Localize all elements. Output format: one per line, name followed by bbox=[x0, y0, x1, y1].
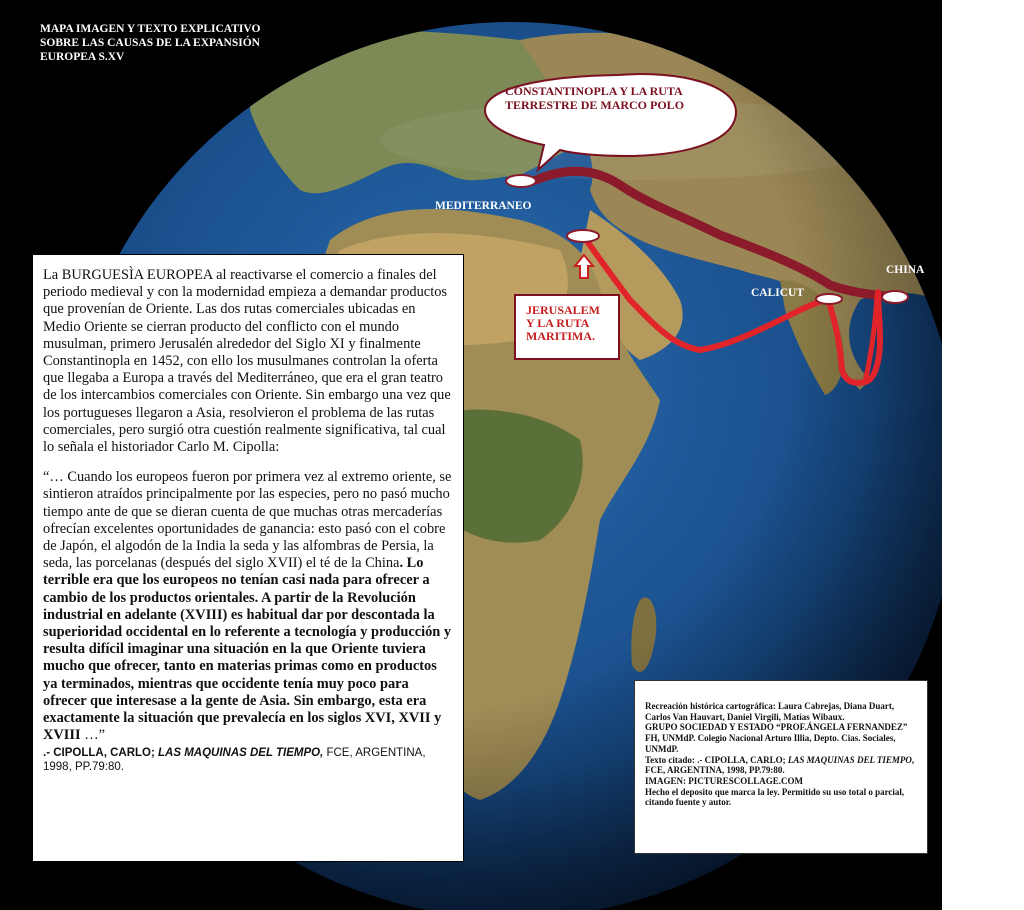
quote-bold: . Lo terrible era que los europeos no tenían casi nada para ofrecer a cambio de los productos orientales. A partir de la Revolución industrial en adelante (XVIII) es habitual dar por descontada la superioridad occidental en lo referente a tecnología y producción y resulta difícil imaginar una situación en la que Oriente tuviera mucho que ofrecer, tanto en materias primas como en productos ya terminados, mientras que occidente tenía muy poco para ofrecer que interesase a la gente de Asia. Sin embargo, esta era exactamente la situación que prevalecía en los siglos XVI, XVII y XVIII bbox=[43, 555, 452, 744]
credits-cite-suffix: , FCE, ARGENTINA, 1998, PP.79:80. bbox=[645, 754, 915, 776]
quote-paragraph bbox=[43, 469, 453, 744]
china-marker bbox=[882, 291, 908, 303]
quote-end: …” bbox=[84, 727, 105, 744]
label-mediterraneo: MEDITERRANEO bbox=[435, 200, 532, 212]
calicut-marker bbox=[816, 294, 842, 304]
map-title: MAPA IMAGEN Y TEXTO EXPLICATIVO SOBRE LAS CAUSAS DE LA EXPANSIÓN EUROPEA S.XV bbox=[40, 23, 261, 63]
credits-cite-title: LAS MAQUINAS DEL TIEMPO bbox=[787, 754, 912, 765]
label-china: CHINA bbox=[886, 264, 925, 276]
explanatory-text-box bbox=[32, 254, 464, 862]
jerusalem-label-box bbox=[514, 294, 620, 360]
jerusalem-label: JERUSALEM Y LA RUTA MARITIMA. bbox=[526, 303, 601, 343]
credits-authors: Recreación histórica cartográfica: Laura Cabrejas, Diana Duart, Carlos Van Hauvart, Daniel Virgili, Matías Wibaux. bbox=[645, 701, 895, 722]
cite-title: LAS MAQUINAS DEL TIEMPO, bbox=[158, 747, 324, 760]
quote-normal: “… Cuando los europeos fueron por primera vez al extremo oriente, se sintieron atraídos principalmente por las especies, pero no pasó mucho tiempo ante de que se dieran cuenta de que muchas otras mercaderías ofrecían excelentes oportunidades de ganancia: esto pasó con el cobre de Japón, el algodón de la India la seda y las alfombras de Persia, la seda, las porcelanas (después del siglo XVII) el té de la China bbox=[43, 469, 452, 572]
cite-suffix: FCE, ARGENTINA, 1998, PP.79:80. bbox=[43, 747, 426, 774]
credits-cite bbox=[645, 755, 919, 776]
intro-paragraph: La BURGUESÌA EUROPEA al reactivarse el comercio a finales del periodo medieval y con la modernidad empieza a demandar productos que provenían de Oriente. Las dos rutas comerciales ubicadas en Medio Oriente se cierran producto del conflicto con el mundo musulman, primero Jerusalén alrededor del Siglo XI y finalmente Constantinopla en 1452, con ello los musulmanes controlan la oferta que llegaba a Europa a través del Mediterráneo, que era el gran teatro de los intercambios comerciales con Oriente. Sin embargo una vez que los portugueses llegaron a Asia, resolvieron el problema de las rutas comerciales, pero surgió otra cuestión realmente significativa, tal cual lo señala el historiador Carlo M. Cipolla: bbox=[43, 267, 451, 456]
credits-cite-prefix: Texto citado: .- CIPOLLA, CARLO; bbox=[645, 754, 788, 765]
label-calicut: CALICUT bbox=[751, 287, 805, 299]
credits-group: GRUPO SOCIEDAD Y ESTADO “PROF.ÁNGELA FERNANDEZ” FH, UNMdP. Colegio Nacional Arturo Illia, Depto. Cias. Sociales, UNMdP. bbox=[645, 722, 908, 754]
credits-legal: Hecho el deposito que marca la ley. Permitido su uso total o parcial, citando fuente y autor. bbox=[645, 786, 905, 808]
bubble-label: CONSTANTINOPLA Y LA RUTA TERRESTRE DE MARCO POLO bbox=[505, 84, 685, 112]
credits-box bbox=[634, 680, 928, 854]
cite-prefix: .- CIPOLLA, CARLO; bbox=[43, 747, 158, 760]
credits-image: IMAGEN: PICTURESCOLLAGE.COM bbox=[645, 775, 804, 786]
jerusalem-marker bbox=[567, 230, 599, 242]
citation bbox=[43, 746, 453, 774]
constantinopla-marker bbox=[506, 175, 536, 187]
